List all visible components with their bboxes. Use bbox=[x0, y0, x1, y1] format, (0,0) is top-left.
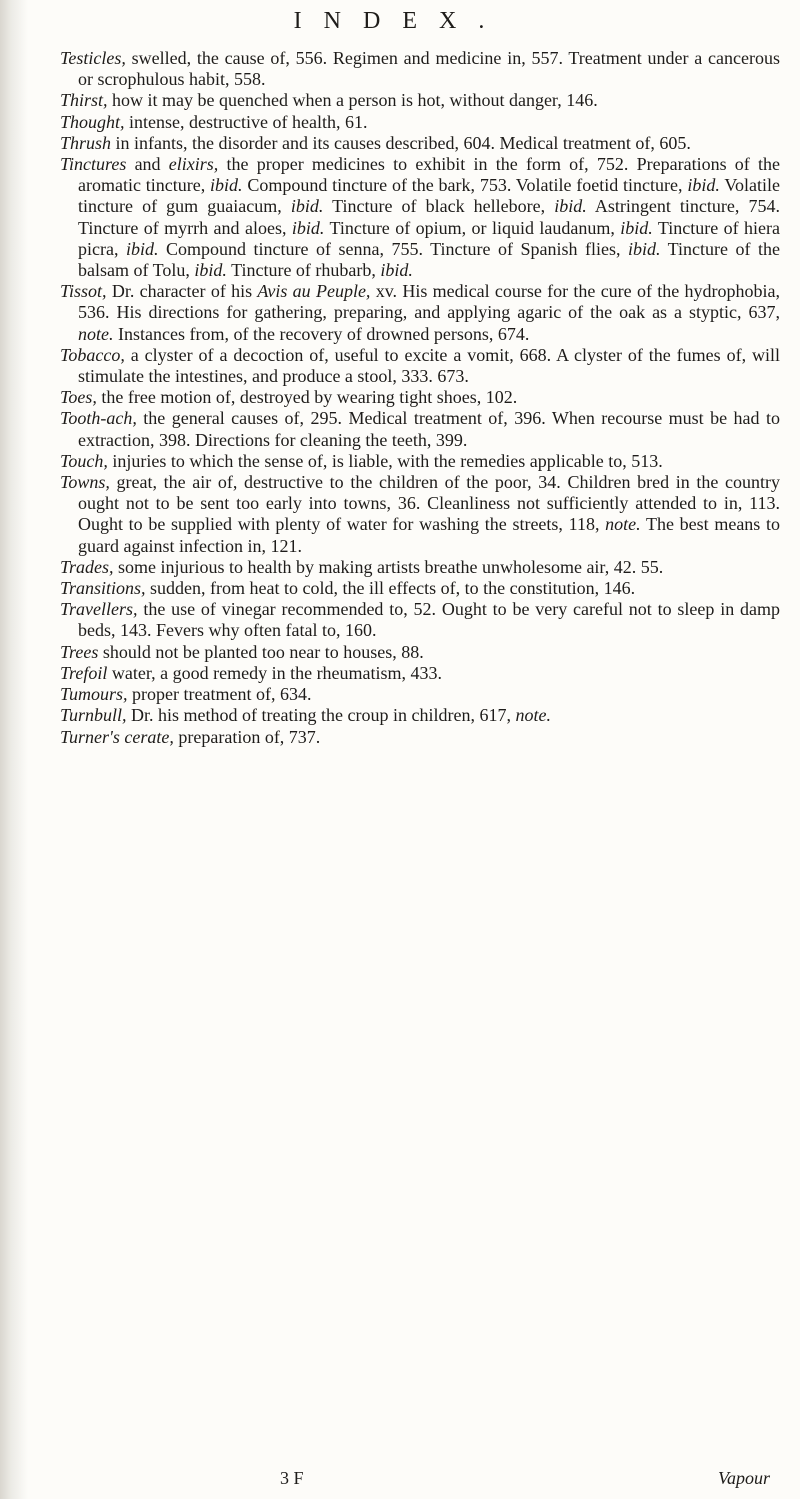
entry-tobacco bbox=[60, 345, 780, 387]
entry-text: the use of vinegar recommended to, 52. Ought to be very careful not to sleep in damp beds, 143. Fevers why often fatal to, 160. bbox=[78, 599, 780, 641]
ibid-ref: ibid. bbox=[687, 175, 720, 196]
entry-text: Tincture of rhubarb, bbox=[226, 260, 381, 281]
entry-term: Trees bbox=[60, 641, 99, 662]
entry-text: Dr. character of his bbox=[106, 281, 258, 302]
entry-text: The best means to guard against infection in, 121. bbox=[78, 514, 780, 556]
entry-text: intense, destructive of health, 61. bbox=[124, 111, 368, 132]
signature-mark: 3 F bbox=[280, 1468, 304, 1488]
entry-text: injuries to which the sense of, is liable, with the remedies applicable to, 513. bbox=[107, 450, 663, 471]
ibid-ref: ibid. bbox=[210, 175, 243, 196]
entry-text: Tincture of opium, or liquid laudanum, bbox=[324, 217, 621, 238]
entry-tissot bbox=[60, 281, 780, 345]
entry-travellers bbox=[60, 599, 780, 641]
catchword: Vapour bbox=[717, 1468, 770, 1488]
entry-term: Testicles, bbox=[60, 48, 126, 68]
entry-term-secondary: elixirs, bbox=[168, 154, 219, 175]
ibid-ref: ibid. bbox=[620, 217, 653, 238]
entry-text: Tincture of hiera picra, bbox=[78, 217, 780, 259]
entry-text: the proper medicines to exhibit in the form of, 752. Preparations of the aromatic tincture, bbox=[78, 154, 780, 196]
entry-term: Turnbull, bbox=[60, 705, 127, 726]
entry-text: swelled, the cause of, 556. Regimen and medicine in, 557. Treatment under a cancerous or scrophulous habit, 558. bbox=[78, 48, 780, 90]
entry-term: Tobacco, bbox=[60, 344, 125, 365]
entry-trees bbox=[60, 642, 780, 663]
entry-term: Tissot, bbox=[60, 281, 107, 302]
entry-text: Tincture of the balsam of Tolu, bbox=[78, 238, 780, 281]
entry-term: Thought, bbox=[60, 111, 125, 132]
entry-thrush bbox=[60, 133, 780, 154]
entry-text: should not be planted too near to houses, 88. bbox=[98, 641, 424, 662]
ibid-ref: ibid. bbox=[627, 238, 661, 259]
index-entries bbox=[60, 48, 780, 748]
entry-transitions bbox=[60, 578, 780, 599]
entry-turners-cerate bbox=[60, 727, 780, 748]
entry-trefoil bbox=[60, 663, 780, 684]
entry-term: Trefoil bbox=[60, 662, 108, 683]
entry-text: and bbox=[126, 154, 169, 175]
entry-text: the general causes of, 295. Medical treatment of, 396. When recourse must be had to extraction, 398. Directions for cleaning the teeth, 399. bbox=[78, 408, 780, 450]
entry-term: Transitions, bbox=[60, 578, 146, 599]
entry-toes bbox=[60, 387, 780, 408]
ibid-ref: ibid. bbox=[554, 196, 587, 217]
entry-text: in infants, the disorder and its causes described, 604. Medical treatment of, 605. bbox=[111, 132, 691, 153]
entry-tinctures bbox=[60, 154, 780, 281]
entry-text: the free motion of, destroyed by wearing tight shoes, 102. bbox=[96, 387, 518, 408]
ibid-ref: ibid. bbox=[290, 196, 324, 217]
entry-tumours bbox=[60, 684, 780, 705]
entry-term-secondary: Avis au Peuple, bbox=[257, 281, 371, 302]
entry-text: water, a good remedy in the rheumatism, 433. bbox=[107, 662, 443, 683]
entry-text: great, the air of, destructive to the children of the poor, 34. Children bred in the country ought not to be sent too early into towns, 36. Cleanliness not sufficiently attended to in, 113. Ought to be supplied with plenty of water for washing the streets, 118, bbox=[78, 472, 780, 535]
entry-text: Compound tincture of the bark, 753. Volatile foetid tincture, bbox=[242, 175, 688, 196]
ibid-ref: ibid. bbox=[125, 238, 159, 259]
entry-term: Touch, bbox=[60, 450, 108, 471]
entry-towns bbox=[60, 472, 780, 557]
entry-term: Thrush bbox=[60, 132, 112, 153]
entry-thirst bbox=[60, 90, 780, 111]
entry-touch bbox=[60, 451, 780, 472]
entry-text: Instances from, of the recovery of drowned persons, 674. bbox=[113, 323, 530, 344]
entry-text: Astringent tincture, 754. Tincture of myrrh and aloes, bbox=[78, 196, 780, 238]
entry-term: Tumours, bbox=[60, 684, 128, 705]
entry-testicles bbox=[60, 48, 780, 90]
entry-text: xv. His medical course for the cure of the hydrophobia, 536. His directions for gathering, preparing, and applying agaric of the oak as a styptic, 637, bbox=[78, 281, 780, 323]
entry-text: Dr. his method of treating the croup in children, 617, bbox=[126, 705, 516, 726]
entry-term: Trades, bbox=[60, 556, 114, 577]
entry-term: Turner's cerate, bbox=[60, 726, 174, 747]
entry-text: sudden, from heat to cold, the ill effects of, to the constitution, 146. bbox=[145, 578, 636, 599]
entry-term: Thirst, bbox=[60, 90, 108, 111]
note-ref: note. bbox=[605, 514, 641, 535]
entry-turnbull bbox=[60, 705, 780, 726]
entry-term: Toes, bbox=[60, 387, 97, 408]
entry-text: a clyster of a decoction of, useful to excite a vomit, 668. A clyster of the fumes of, will stimulate the intestines, and produce a stool, 333. 673. bbox=[78, 344, 780, 387]
entry-text: Volatile tincture of gum guaiacum, bbox=[78, 175, 780, 217]
entry-term: Travellers, bbox=[60, 599, 138, 620]
page-title: INDEX. bbox=[293, 8, 507, 34]
note-ref: note. bbox=[78, 323, 114, 344]
ibid-ref: ibid. bbox=[194, 260, 227, 281]
entry-term: Tinctures bbox=[60, 154, 127, 175]
entry-text: Tincture of black hellebore, bbox=[323, 196, 555, 217]
entry-text: preparation of, 737. bbox=[173, 726, 321, 747]
page-footer bbox=[60, 1468, 770, 1494]
ibid-ref: ibid. bbox=[291, 217, 325, 238]
book-spine-shadow bbox=[0, 0, 28, 1499]
ibid-ref: ibid. bbox=[380, 260, 413, 281]
entry-text: Compound tincture of senna, 755. Tincture of Spanish flies, bbox=[158, 238, 628, 259]
entry-text: proper treatment of, 634. bbox=[127, 684, 312, 705]
note-ref: note. bbox=[515, 705, 551, 726]
entry-trades bbox=[60, 557, 780, 578]
entry-term: Towns, bbox=[60, 472, 110, 493]
entry-thought bbox=[60, 112, 780, 133]
entry-term: Tooth-ach, bbox=[60, 408, 137, 429]
entry-text: how it may be quenched when a person is hot, without danger, 146. bbox=[107, 90, 598, 111]
entry-tooth-ach bbox=[60, 408, 780, 450]
entry-text: some injurious to health by making artists breathe unwholesome air, 42. 55. bbox=[113, 556, 664, 577]
